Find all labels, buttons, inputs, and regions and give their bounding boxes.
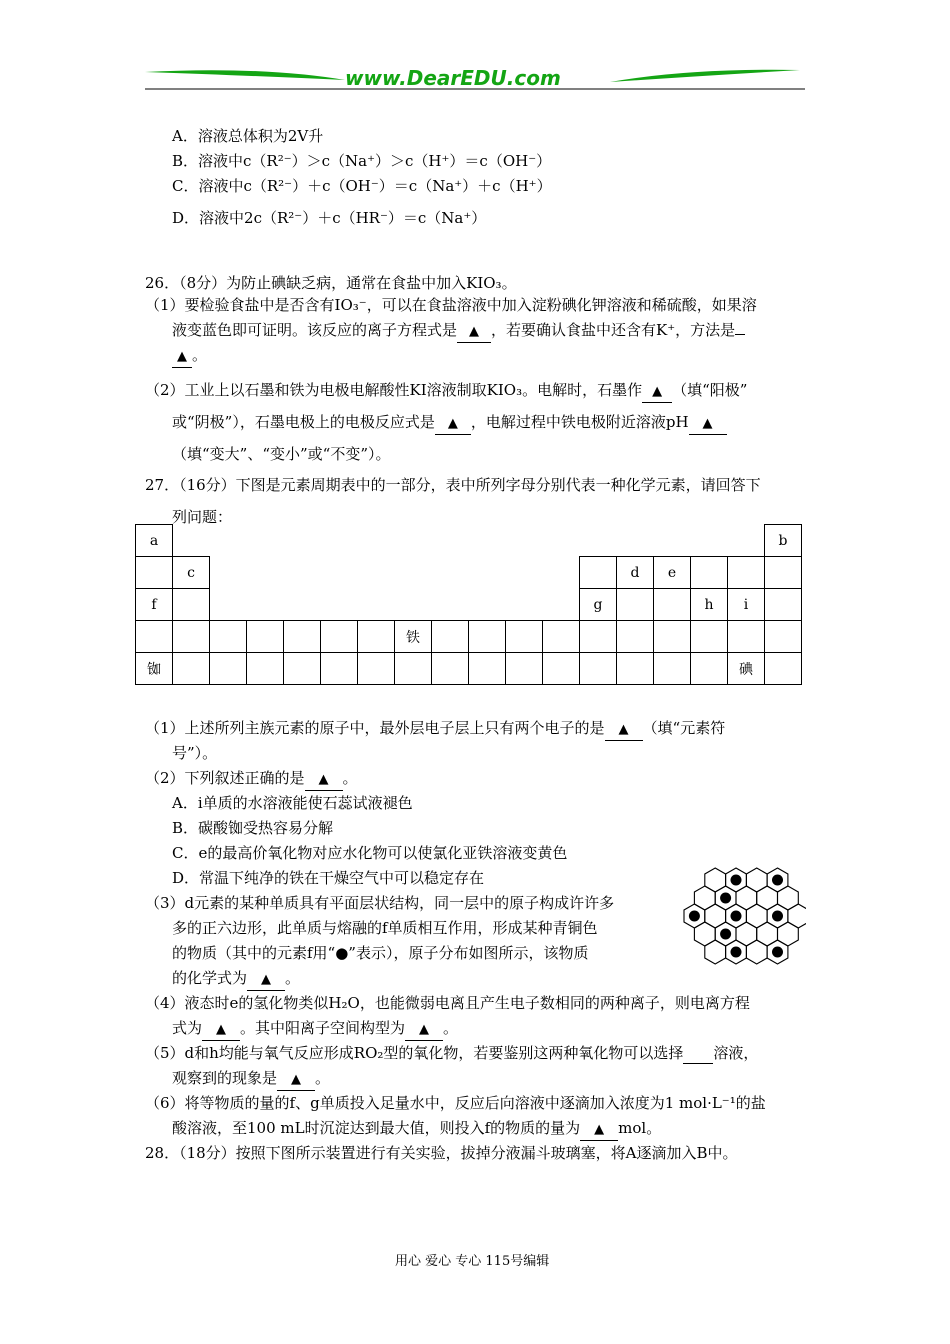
- q27-option-c: C．e的最高价氧化物对应水化物可以使氯化亚铁溶液变黄色: [172, 844, 568, 862]
- answer-blank[interactable]: [605, 718, 643, 741]
- answer-blank[interactable]: [689, 412, 727, 435]
- q26-part2-line2: [172, 412, 727, 435]
- f-atom-dot: [720, 929, 731, 940]
- q27-part6-line2: [172, 1118, 661, 1141]
- periodic-table: [135, 524, 802, 685]
- answer-mark: ▲: [618, 722, 629, 737]
- q26-text: 液变蓝色即可证明。该反应的离子方程式是: [172, 321, 458, 339]
- table-row: [136, 589, 802, 621]
- answer-blank[interactable]: [735, 334, 745, 335]
- q27-heading-line1: 27．（16分）下图是元素周期表中的一部分，表中所列字母分别代表一种化学元素，请回答下: [145, 476, 761, 494]
- q26-text: （2）工业上以石墨和铁为电极电解酸性KI溶液制取KIO₃。电解时，石墨作: [145, 381, 643, 399]
- answer-mark: ▲: [291, 1072, 302, 1087]
- page-footer: 用心 爱心 专心 115号编辑: [395, 1254, 550, 1269]
- table-cell: [136, 557, 173, 589]
- q27-text: （填“元素符: [642, 719, 726, 737]
- answer-mark: ▲: [261, 972, 272, 987]
- table-cell: [691, 557, 728, 589]
- q26-text: ，若要确认食盐中还含有K⁺，方法是: [491, 321, 736, 339]
- cell-b: b: [765, 525, 802, 557]
- q25-option-d: D．溶液中2c（R²⁻）＋c（HR⁻）＝c（Na⁺）: [172, 209, 487, 227]
- table-cell: [654, 589, 691, 621]
- q27-text: 。: [315, 1069, 331, 1087]
- q27-part3-line1: （3）d元素的某种单质具有平面层状结构，同一层中的原子构成许许多: [145, 894, 615, 912]
- table-cell: [765, 589, 802, 621]
- answer-mark: ▲: [469, 324, 480, 339]
- q26-part2-line1: [145, 380, 747, 403]
- q26-text: （填“阳极”: [672, 381, 748, 399]
- q26-heading: 26．（8分）为防止碘缺乏病，通常在食盐中加入KIO₃。: [145, 274, 517, 292]
- answer-mark: ▲: [318, 772, 329, 787]
- q27-part1-line1: [145, 718, 725, 741]
- answer-mark: ▲: [177, 349, 187, 364]
- q26-text: 。: [192, 346, 208, 364]
- q27-text: （2）下列叙述正确的是: [145, 769, 305, 787]
- q25-option-a: A．溶液总体积为2V升: [172, 127, 324, 145]
- answer-mark: ▲: [419, 1022, 430, 1037]
- f-atom-dot: [772, 947, 783, 958]
- cell-g: g: [580, 589, 617, 621]
- q27-text: 溶液，: [713, 1044, 759, 1062]
- table-row: [136, 557, 802, 589]
- q26-text: 或“阴极”），石墨电极上的电极反应式是: [172, 413, 435, 431]
- q27-text: 。: [342, 769, 358, 787]
- q27-text: （5）d和h均能与氧气反应形成RO₂型的氧化物，若要鉴别这两种氧化物可以选择: [145, 1044, 684, 1062]
- hexagon: [788, 904, 806, 928]
- q27-option-a: A．i单质的水溶液能使石蕊试液褪色: [172, 794, 413, 812]
- q27-part4-line2: [172, 1018, 458, 1041]
- q26-part1-line3: [172, 345, 207, 368]
- q27-text: 。: [285, 969, 301, 987]
- answer-mark: ▲: [702, 416, 713, 431]
- f-atom-dot: [689, 911, 700, 922]
- f-atom-dot: [731, 911, 742, 922]
- answer-blank[interactable]: [277, 1068, 315, 1091]
- answer-blank[interactable]: [405, 1018, 443, 1041]
- q27-text: 酸溶液，至100 mL时沉淀达到最大值，则投入f的物质的量为: [172, 1119, 581, 1137]
- hexagon-lattice-diagram: [676, 860, 806, 982]
- answer-mark: ▲: [594, 1122, 605, 1137]
- answer-blank[interactable]: [172, 345, 192, 368]
- q27-part5-line2: [172, 1068, 330, 1091]
- f-atom-dot: [772, 875, 783, 886]
- cell-rubidium: 铷: [136, 653, 173, 685]
- answer-blank[interactable]: [457, 320, 491, 343]
- answer-blank[interactable]: [202, 1018, 240, 1041]
- q27-text: 的化学式为: [172, 969, 248, 987]
- cell-c: c: [173, 557, 210, 589]
- q26-text: ，电解过程中铁电极附近溶液pH: [470, 413, 689, 431]
- table-row: [136, 621, 802, 653]
- q27-text: 。其中阳离子空间构型为: [240, 1019, 406, 1037]
- q28-heading: 28．（18分）按照下图所示装置进行有关实验，拔掉分液漏斗玻璃塞，将A逐滴加入B中。: [145, 1144, 738, 1162]
- answer-blank[interactable]: [642, 380, 672, 403]
- q27-text: mol。: [618, 1119, 662, 1137]
- q27-text: （1）上述所列主族元素的原子中，最外层电子层上只有两个电子的是: [145, 719, 605, 737]
- cell-iron: 铁: [395, 621, 432, 653]
- q27-option-b: B．碳酸铷受热容易分解: [172, 819, 334, 837]
- q27-part3-line3: 的物质（其中的元素f用“●”表示），原子分布如图所示，该物质: [172, 944, 589, 962]
- q27-part3-line4: [172, 968, 300, 991]
- q26-part1-line2: [172, 320, 745, 343]
- cell-f: f: [136, 589, 173, 621]
- q27-heading-line2: 列问题：: [172, 508, 233, 526]
- table-cell: [173, 589, 210, 621]
- cell-a: a: [136, 525, 173, 557]
- q27-part6-line1: （6）将等物质的量的f、g单质投入足量水中，反应后向溶液中逐滴加入浓度为1 mol·L⁻¹的盐: [145, 1094, 766, 1112]
- answer-blank[interactable]: [435, 412, 471, 435]
- f-atom-dot: [731, 875, 742, 886]
- q27-text: 观察到的现象是: [172, 1069, 278, 1087]
- table-cell: [580, 557, 617, 589]
- q25-option-b: B．溶液中c（R²⁻）＞c（Na⁺）＞c（H⁺）＝c（OH⁻）: [172, 152, 552, 170]
- cell-iodine: 碘: [728, 653, 765, 685]
- q25-option-c: C．溶液中c（R²⁻）＋c（OH⁻）＝c（Na⁺）＋c（H⁺）: [172, 177, 552, 195]
- cell-i: i: [728, 589, 765, 621]
- cell-h: h: [691, 589, 728, 621]
- q27-option-d: D．常温下纯净的铁在干燥空气中可以稳定存在: [172, 869, 485, 887]
- q27-part1-line2: 号”）。: [172, 744, 218, 762]
- table-row: [136, 653, 802, 685]
- answer-blank[interactable]: [683, 1043, 713, 1064]
- q26-part2-line3: （填“变大”、“变小”或“不变”）。: [172, 445, 391, 463]
- q26-part1-line1: （1）要检验食盐中是否含有IO₃⁻，可以在食盐溶液中加入淀粉碘化钾溶液和稀硫酸，如果溶: [145, 296, 757, 314]
- f-atom-dot: [772, 911, 783, 922]
- answer-mark: ▲: [216, 1022, 227, 1037]
- answer-mark: ▲: [447, 416, 458, 431]
- table-cell: [765, 557, 802, 589]
- hexagon: [746, 940, 767, 964]
- f-atom-dot: [720, 893, 731, 904]
- site-name[interactable]: www.DearEDU.com: [345, 66, 561, 90]
- cell-e: e: [654, 557, 691, 589]
- answer-mark: ▲: [652, 384, 663, 399]
- q27-text: 。: [443, 1019, 459, 1037]
- table-cell: [617, 589, 654, 621]
- answer-blank[interactable]: [580, 1118, 618, 1141]
- hexagon: [705, 940, 726, 964]
- f-atom-dot: [731, 947, 742, 958]
- cell-d: d: [617, 557, 654, 589]
- q27-text: 式为: [172, 1019, 203, 1037]
- q27-part4-line1: （4）液态时e的氢化物类似H₂O，也能微弱电离且产生电子数相同的两种离子，则电离方程: [145, 994, 750, 1012]
- table-row: [136, 525, 802, 557]
- table-cell: [728, 557, 765, 589]
- answer-blank[interactable]: [305, 768, 343, 791]
- q27-part2: [145, 768, 358, 791]
- q27-part3-line2: 多的正六边形，此单质与熔融的f单质相互作用，形成某种青铜色: [172, 919, 598, 937]
- answer-blank[interactable]: [247, 968, 285, 991]
- q27-part5-line1: [145, 1043, 758, 1064]
